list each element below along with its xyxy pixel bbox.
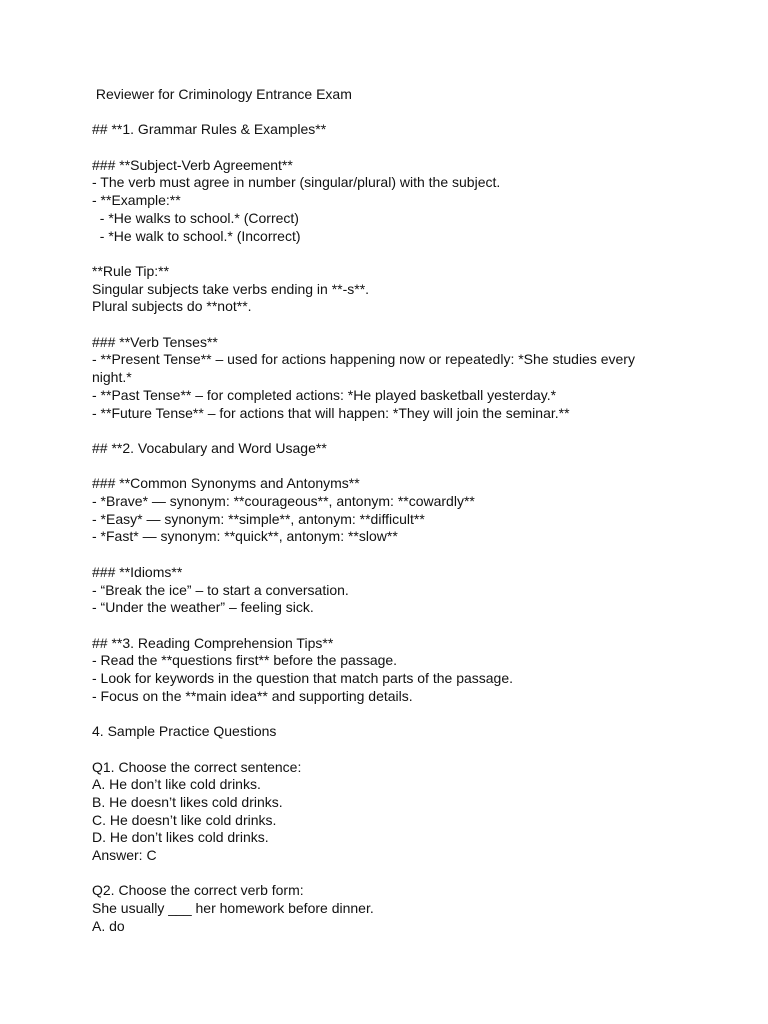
blank-line <box>92 316 732 334</box>
question-1-option-a: A. He don’t like cold drinks. <box>92 776 261 793</box>
doc-line: - *Brave* — synonym: **courageous**, antonym: **cowardly** <box>92 493 475 510</box>
doc-line: - *Easy* — synonym: **simple**, antonym: **difficult** <box>92 510 425 527</box>
blank-line <box>92 139 732 157</box>
blank-line <box>92 422 732 440</box>
question-2-option-a: A. do <box>92 917 125 934</box>
subsection-heading-synonyms: ### **Common Synonyms and Antonyms** <box>92 475 360 492</box>
blank-line <box>92 245 732 263</box>
blank-line <box>92 705 732 723</box>
section-heading-grammar: ## **1. Grammar Rules & Examples** <box>92 121 327 138</box>
doc-line: - The verb must agree in number (singular/plural) with the subject. <box>92 174 501 191</box>
doc-line: - *Fast* — synonym: **quick**, antonym: **slow** <box>92 528 398 545</box>
question-2-prompt: Q2. Choose the correct verb form: <box>92 882 304 899</box>
question-1-option-c: C. He doesn’t like cold drinks. <box>92 811 277 828</box>
subsection-heading-idioms: ### **Idioms** <box>92 563 183 580</box>
doc-line: - *He walk to school.* (Incorrect) <box>92 227 301 244</box>
doc-line: - Look for keywords in the question that match parts of the passage. <box>92 670 514 687</box>
section-heading-reading: ## **3. Reading Comprehension Tips** <box>92 634 334 651</box>
doc-line: Plural subjects do **not**. <box>92 298 252 315</box>
doc-line: - **Present Tense** – used for actions happening now or repeatedly: *She studies every <box>92 351 635 368</box>
blank-line <box>92 865 732 883</box>
doc-line: night.* <box>92 369 132 386</box>
doc-title: Reviewer for Criminology Entrance Exam <box>92 86 352 102</box>
rule-tip-heading: **Rule Tip:** <box>92 262 170 279</box>
blank-line <box>92 741 732 759</box>
blank-line <box>92 546 732 564</box>
section-heading-practice: 4. Sample Practice Questions <box>92 723 277 740</box>
subsection-heading-tenses: ### **Verb Tenses** <box>92 333 218 350</box>
doc-line: - Focus on the **main idea** and supporting details. <box>92 687 413 704</box>
doc-line: - **Future Tense** – for actions that will happen: *They will join the seminar.** <box>92 404 570 421</box>
blank-line <box>92 104 732 122</box>
question-1-prompt: Q1. Choose the correct sentence: <box>92 758 302 775</box>
doc-line: Singular subjects take verbs ending in **-s**. <box>92 280 370 297</box>
doc-line: - *He walks to school.* (Correct) <box>92 209 299 226</box>
blank-line <box>92 458 732 476</box>
section-heading-vocabulary: ## **2. Vocabulary and Word Usage** <box>92 439 327 456</box>
doc-line: - “Under the weather” – feeling sick. <box>92 599 314 616</box>
document-page <box>92 86 732 936</box>
question-1-option-d: D. He don’t likes cold drinks. <box>92 829 269 846</box>
doc-line: - **Past Tense** – for completed actions: *He played basketball yesterday.* <box>92 386 557 403</box>
subsection-heading-sva: ### **Subject-Verb Agreement** <box>92 156 293 173</box>
question-1-option-b: B. He doesn’t likes cold drinks. <box>92 793 283 810</box>
blank-line <box>92 617 732 635</box>
question-2-sentence: She usually ___ her homework before dinner. <box>92 900 374 917</box>
question-1-answer: Answer: C <box>92 847 157 864</box>
doc-line: - Read the **questions first** before the passage. <box>92 652 398 669</box>
doc-line: - “Break the ice” – to start a conversation. <box>92 581 349 598</box>
doc-line: - **Example:** <box>92 192 181 209</box>
